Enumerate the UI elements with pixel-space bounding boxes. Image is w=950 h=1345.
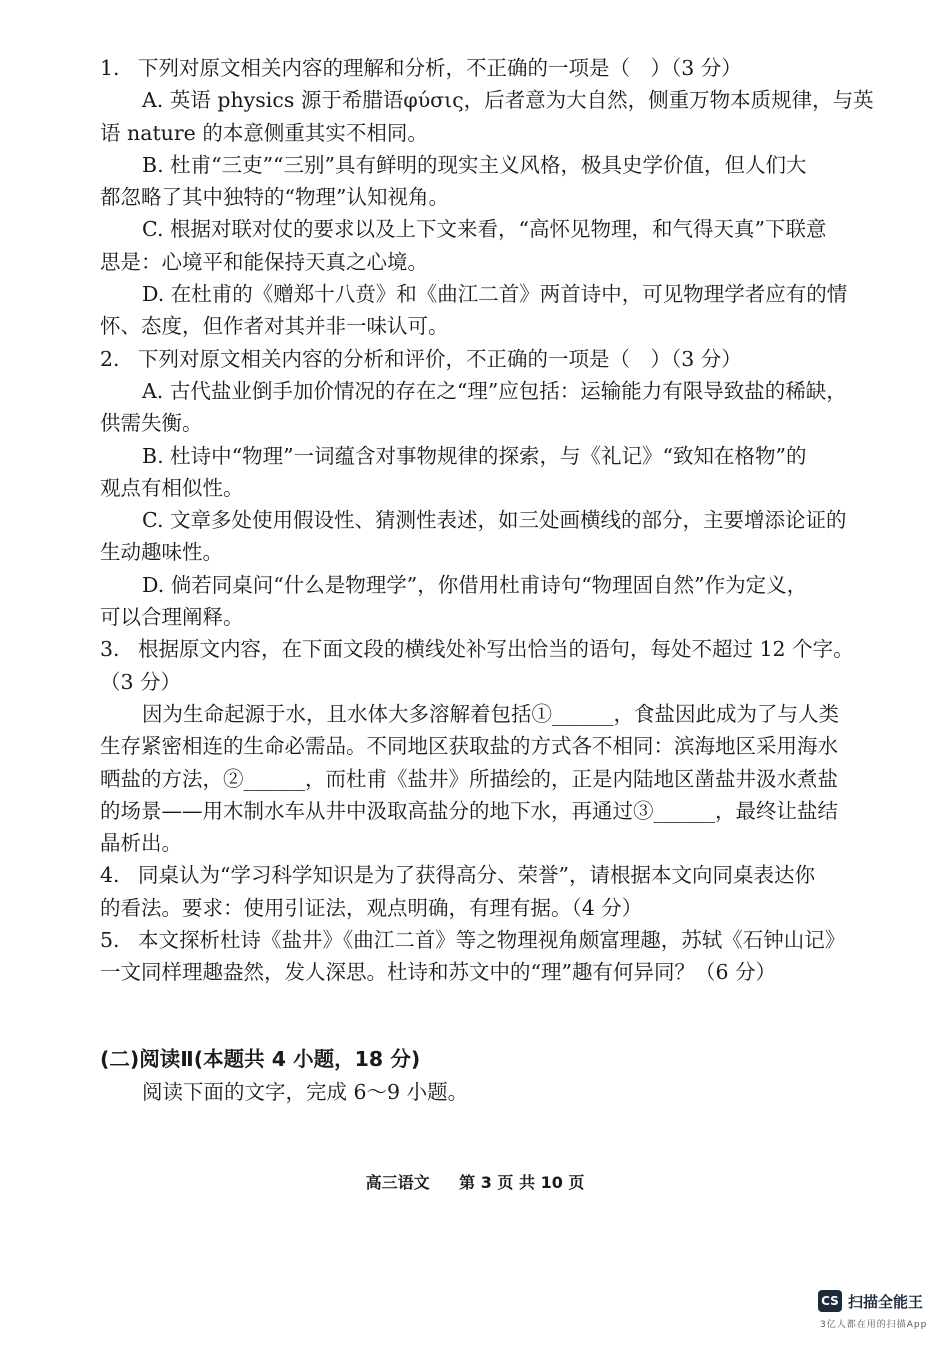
q3-score: （3 分）: [100, 669, 182, 694]
q1-option-d: D. 在杜甫的《赠郑十八贲》和《曲江二首》两首诗中，可见物理学者应有的情: [142, 282, 848, 307]
exam-body: [100, 52, 872, 989]
scanner-watermark: [818, 1290, 923, 1312]
q1-option-b-cont: 都忽略了其中独特的“物理”认知视角。: [100, 185, 449, 210]
q4-stem: 4. 同桌认为“学习科学知识是为了获得高分、荣誉”，请根据本文向同桌表达你: [100, 863, 815, 888]
q3-passage-line: 的场景——用木制水车从井中汲取高盐分的地下水，再通过③______，最终让盐结: [100, 798, 838, 823]
q1-option-a: A. 英语 physics 源于希腊语φύσις，后者意为大自然，侧重万物本质规律，与英: [142, 88, 874, 113]
q3-stem: 3. 根据原文内容，在下面文段的横线处补写出恰当的语句，每处不超过 12 个字。: [100, 637, 854, 662]
q2-option-b-cont: 观点有相似性。: [100, 475, 244, 500]
q2-option-d-cont: 可以合理阐释。: [100, 605, 244, 630]
q2-option-d: D. 倘若同桌问“什么是物理学”，你借用杜甫诗句“物理固自然”作为定义，: [142, 572, 808, 597]
q1-option-d-cont: 怀、态度，但作者对其并非一味认可。: [100, 314, 449, 339]
q2-option-b: B. 杜诗中“物理”一词蕴含对事物规律的探索，与《礼记》“致知在格物”的: [142, 443, 807, 468]
q1-option-a-cont: 语 nature 的本意侧重其实不相同。: [100, 120, 428, 145]
q3-passage-line: 因为生命起源于水，且水体大多溶解着包括①______，食盐因此成为了与人类: [142, 701, 839, 726]
q5-stem: 5. 本文探析杜诗《盐井》《曲江二首》等之物理视角颇富理趣，苏轼《石钟山记》: [100, 928, 846, 953]
section-instruction: 阅读下面的文字，完成 6～9 小题。: [142, 1080, 469, 1104]
q3-passage-line: 晒盐的方法，②______，而杜甫《盐井》所描绘的，正是内陆地区凿盐井汲水煮盐: [100, 766, 838, 791]
q5-stem-cont: 一文同样理趣盎然，发人深思。杜诗和苏文中的“理”趣有何异同？（6 分）: [100, 960, 777, 985]
q1-option-b: B. 杜甫“三吏”“三别”具有鲜明的现实主义风格，极具史学价值，但人们大: [142, 152, 807, 177]
section-heading: (二)阅读Ⅱ(本题共 4 小题，18 分): [100, 1047, 421, 1071]
q2-option-a: A. 古代盐业倒手加价情况的存在之“理”应包括：运输能力有限导致盐的稀缺，: [142, 378, 847, 403]
footer-page-number: 第 3 页 共 10 页: [459, 1173, 585, 1192]
scanner-app-name: 扫描全能王: [848, 1292, 924, 1311]
camscanner-logo-icon: CS: [818, 1290, 842, 1312]
q1-option-c: C. 根据对联对仗的要求以及上下文来看，“高怀见物理，和气得天真”下联意: [142, 217, 827, 242]
q2-option-a-cont: 供需失衡。: [100, 411, 203, 436]
q1-stem: 1. 下列对原文相关内容的理解和分析，不正确的一项是（ ）（3 分）: [100, 56, 742, 80]
q2-stem: 2. 下列对原文相关内容的分析和评价，不正确的一项是（ ）（3 分）: [100, 346, 742, 371]
scanner-tagline: 3亿人都在用的扫描App: [820, 1320, 928, 1330]
page-footer: [0, 1170, 950, 1193]
q3-passage-line: 晶析出。: [100, 831, 182, 856]
q4-stem-cont: 的看法。要求：使用引证法，观点明确，有理有据。（4 分）: [100, 895, 643, 920]
q2-option-c-cont: 生动趣味性。: [100, 540, 223, 565]
q1-option-c-cont: 思是：心境平和能保持天真之心境。: [100, 249, 428, 274]
footer-subject: 高三语文: [365, 1173, 430, 1192]
q2-option-c: C. 文章多处使用假设性、猜测性表述，如三处画横线的部分，主要增添论证的: [142, 508, 847, 533]
q3-passage-line: 生存紧密相连的生命必需品。不同地区获取盐的方式各不相同：滨海地区采用海水: [100, 734, 838, 759]
